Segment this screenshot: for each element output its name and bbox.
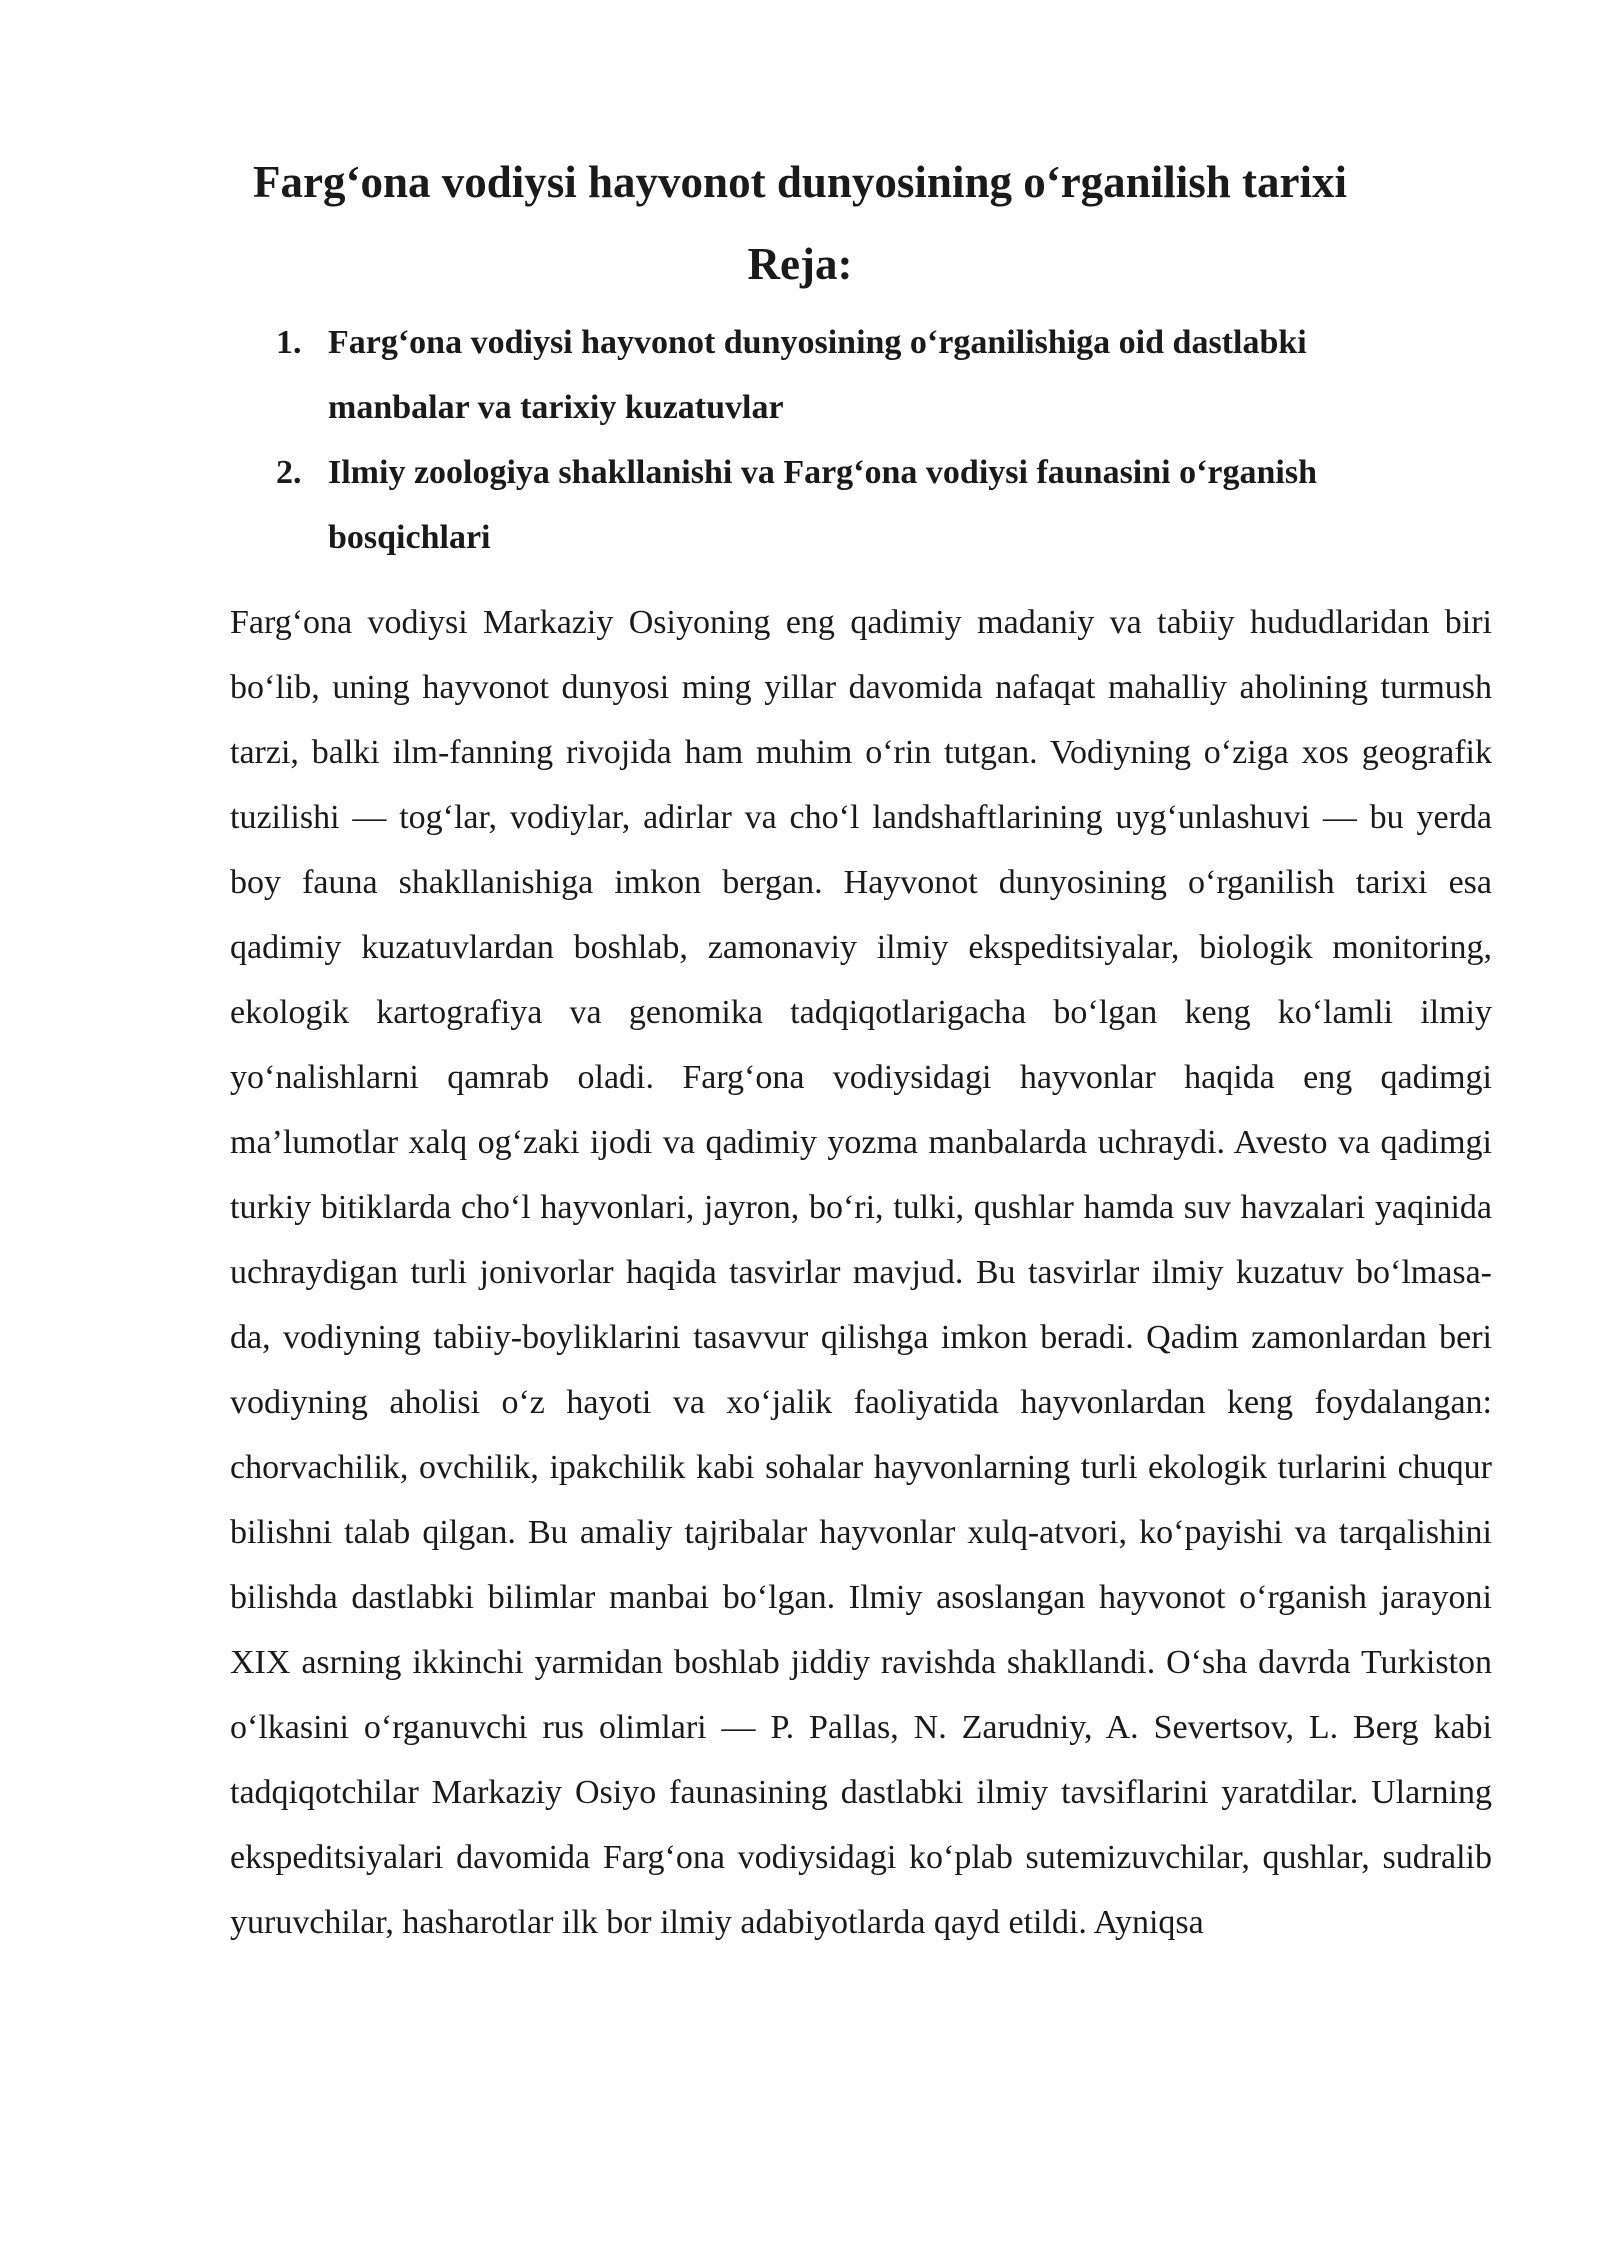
plan-item xyxy=(276,310,1456,440)
plan-heading: Reja: xyxy=(747,239,853,289)
plan-item-number: 1. xyxy=(276,324,302,361)
plan-item xyxy=(276,440,1456,570)
plan-item-text: Farg‘ona vodiysi hayvonot dunyosining o‘rganilishiga oid dastlabki manbalar va tarixiy kuzatuvlar xyxy=(328,324,1307,426)
plan-list xyxy=(276,310,1456,570)
plan-item-text: Ilmiy zoologiya shakllanishi va Farg‘ona vodiysi faunasini o‘rganish bosqichlari xyxy=(328,454,1318,556)
plan-item-number: 2. xyxy=(276,454,302,491)
document-title: Farg‘ona vodiysi hayvonot dunyosining o‘rganilish tarixi xyxy=(253,157,1347,207)
body-paragraph: Farg‘ona vodiysi Markaziy Osiyoning eng qadimiy madaniy va tabiiy hududlaridan biri bo‘lib, uning hayvonot dunyosi ming yillar davomida nafaqat mahalliy aholining turmush tarzi, balki ilm-fanning rivojida ham muhim o‘rin tutgan. Vodiyning o‘ziga xos geografik tuzilishi — tog‘lar, vodiylar, adirlar va cho‘l landshaftlarining uyg‘unlashuvi — bu yerda boy fauna shakllanishiga imkon bergan. Hayvonot dunyosining o‘rganilish tarixi esa qadimiy kuzatuvlardan boshlab, zamonaviy ilmiy ekspeditsiyalar, biologik monitoring, ekologik kartografiya va genomika tadqiqotlarigacha bo‘lgan keng ko‘lamli ilmiy yo‘nalishlarni qamrab oladi. Farg‘ona vodiysidagi hayvonlar haqida eng qadimgi ma’lumotlar xalq og‘zaki ijodi va qadimiy yozma manbalarda uchraydi. Avesto va qadimgi turkiy bitiklarda cho‘l hayvonlari, jayron, bo‘ri, tulki, qushlar hamda suv havzalari yaqinida uchraydigan turli jonivorlar haqida tasvirlar mavjud. Bu tasvirlar ilmiy kuzatuv bo‘lmasa-da, vodiyning tabiiy-boyliklarini tasavvur qilishga imkon beradi. Qadim zamonlardan beri vodiyning aholisi o‘z hayoti va xo‘jalik faoliyatida hayvonlardan keng foydalangan: chorvachilik, ovchilik, ipakchilik kabi sohalar hayvonlarning turli ekologik turlarini chuqur bilishni talab qilgan. Bu amaliy tajribalar hayvonlar xulq-atvori, ko‘payishi va tarqalishini bilishda dastlabki bilimlar manbai bo‘lgan. Ilmiy asoslangan hayvonot o‘rganish jarayoni XIX asrning ikkinchi yarmidan boshlab jiddiy ravishda shakllandi. O‘sha davrda Turkiston o‘lkasini o‘rganuvchi rus olimlari — P. Pallas, N. Zarudniy, A. Severtsov, L. Berg kabi tadqiqotchilar Markaziy Osiyo faunasining dastlabki ilmiy tavsiflarini yaratdilar. Ularning ekspeditsiyalari davomida Farg‘ona vodiysidagi ko‘plab sutemizuvchilar, qushlar, sudralib yuruvchilar, hasharotlar ilk bor ilmiy adabiyotlarda qayd etildi. Ayniqsa xyxy=(230,604,1492,1941)
